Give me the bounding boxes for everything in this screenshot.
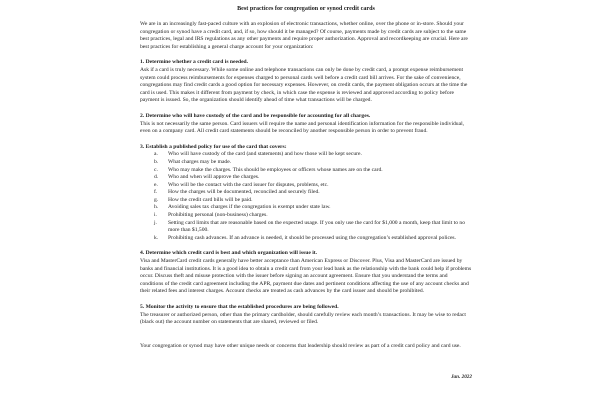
list-marker: f.	[154, 189, 158, 196]
intro-paragraph: We are in an increasingly fast-paced culture with an explosion of electronic transactions, whether online, over the phone or in-store. Should your congregation or synod have a credit card, and, if so, how should it be managed? Of course, payments made by credit cards are subject to the same best practices, legal and IRS regulations as any other payments and require proper authorization. Approval and recordkeeping are crucial. Here are best practices for establishing a general charge account for your organization:	[140, 21, 468, 50]
section-4-body: Visa and MasterCard credit cards generally have better acceptance than American Express or Discover. Plus, Visa and MasterCard are issued by banks and financial institutions. It is a good idea to obtain a credit card from your lead bank as the relationship with the bank could help if problems occur. Discuss theft and misuse protection with the issuer before signing an account agreement. Ensure that you understand the terms and conditions of the credit card agreement including the APR, payment due dates and pertinent conditions affecting the use of any account checks and their related fees and interest charges. Account checks are treated as cash advances by the card issuer and should be prohibited.	[140, 258, 472, 295]
list-item-text: Who will have custody of the card (and statements) and how those will be kept secure.	[168, 151, 362, 158]
list-marker: e.	[154, 181, 158, 188]
list-item	[140, 174, 472, 182]
section-2	[140, 113, 472, 136]
list-item-text: What charges may be made.	[168, 158, 232, 165]
list-item	[140, 189, 472, 197]
list-item-text: Prohibiting cash advances. If an advance is needed, it should be processed using the congregation’s established approval polices.	[168, 234, 456, 241]
list-item-text: Who and when will approve the charges.	[168, 174, 260, 181]
list-item	[140, 212, 472, 220]
section-1	[140, 59, 472, 105]
list-item	[140, 167, 472, 175]
section-5-heading: 5. Monitor the activity to ensure that the established procedures are being followed.	[140, 304, 339, 310]
list-marker: k.	[154, 234, 159, 241]
list-marker: a.	[154, 151, 158, 158]
list-marker: j.	[154, 219, 157, 226]
list-item	[140, 235, 472, 243]
page-title: Best practices for congregation or synod credit cards	[237, 6, 375, 12]
list-item-text: Setting card limits that are reasonable based on the expected usage. If you only use the card for $1,000 a month, keep that limit to no more than $1,500.	[168, 219, 466, 234]
section-3-heading: 3. Establish a published policy for use of the card that covers:	[140, 143, 287, 150]
list-item	[140, 159, 472, 167]
section-2-body: This is not necessarily the same person. Card issuers will require the name and personal identification information for the responsible individual, even on a company card. All credit card statements should be reconciled by another responsible person in order to prevent fraud.	[140, 120, 465, 135]
list-marker: g.	[154, 196, 159, 203]
section-4-heading: 4. Determine which credit card is best and which organization will issue it.	[140, 250, 318, 257]
list-marker: b.	[154, 158, 159, 165]
section-4	[140, 250, 472, 296]
list-marker: d.	[154, 174, 159, 181]
list-item-text: How the credit card bills will be paid.	[168, 196, 253, 203]
spacer	[140, 335, 472, 343]
list-marker: i.	[154, 212, 157, 219]
section-3	[140, 144, 472, 243]
list-item	[140, 151, 472, 159]
footer-date: Jan. 2022	[450, 374, 472, 380]
section-1-heading: 1. Determine whether a credit card is needed.	[140, 59, 249, 66]
list-item-text: Avoiding sales tax charges if the congregation is exempt under state law.	[168, 204, 331, 211]
document-body	[140, 6, 472, 358]
list-item	[140, 220, 472, 235]
section-5-body: The treasurer or authorized person, other than the primary cardholder, should carefully review each month’s transactions. It may be wise to redact (black out) the account number on statements that are shared, reviewed or filed.	[140, 311, 466, 326]
list-item-text: Who may make the charges. This should be employees or officers whose names are on the card.	[168, 166, 383, 173]
section-5	[140, 304, 472, 327]
section-1-body: Ask if a card is truly necessary. While some online and telephone transactions can only be done by credit card, a prompt expense reimbursement system could process reimbursements for expenses charged to personal cards well before a credit card bill arrives. For the sake of convenience, congregations may find credit cards a good option for necessary expenses. However, on credit cards, the payment obligation occurs at the time the card is used. This makes it different from payment by check, in which case the expense is reviewed and approved according to policy before payment is issued. So, the organization should identify ahead of time what transactions will be charged.	[140, 66, 468, 104]
list-item	[140, 204, 472, 212]
list-item-text: Prohibiting personal (non-business) charges.	[168, 212, 268, 219]
closing-paragraph: Your congregation or synod may have other unique needs or concerns that leadership should review as part of a credit card policy and card use.	[140, 342, 461, 349]
list-marker: h.	[154, 204, 159, 211]
list-item-text: Who will be the contact with the card issuer for disputes, problems, etc.	[168, 181, 329, 188]
policy-list	[140, 151, 472, 242]
section-2-heading: 2. Determine who will have custody of the card and be responsible for accounting for all charges.	[140, 112, 371, 119]
list-item-text: How the charges will be documented, reconciled and securely filed.	[168, 189, 320, 196]
list-marker: c.	[154, 166, 158, 173]
